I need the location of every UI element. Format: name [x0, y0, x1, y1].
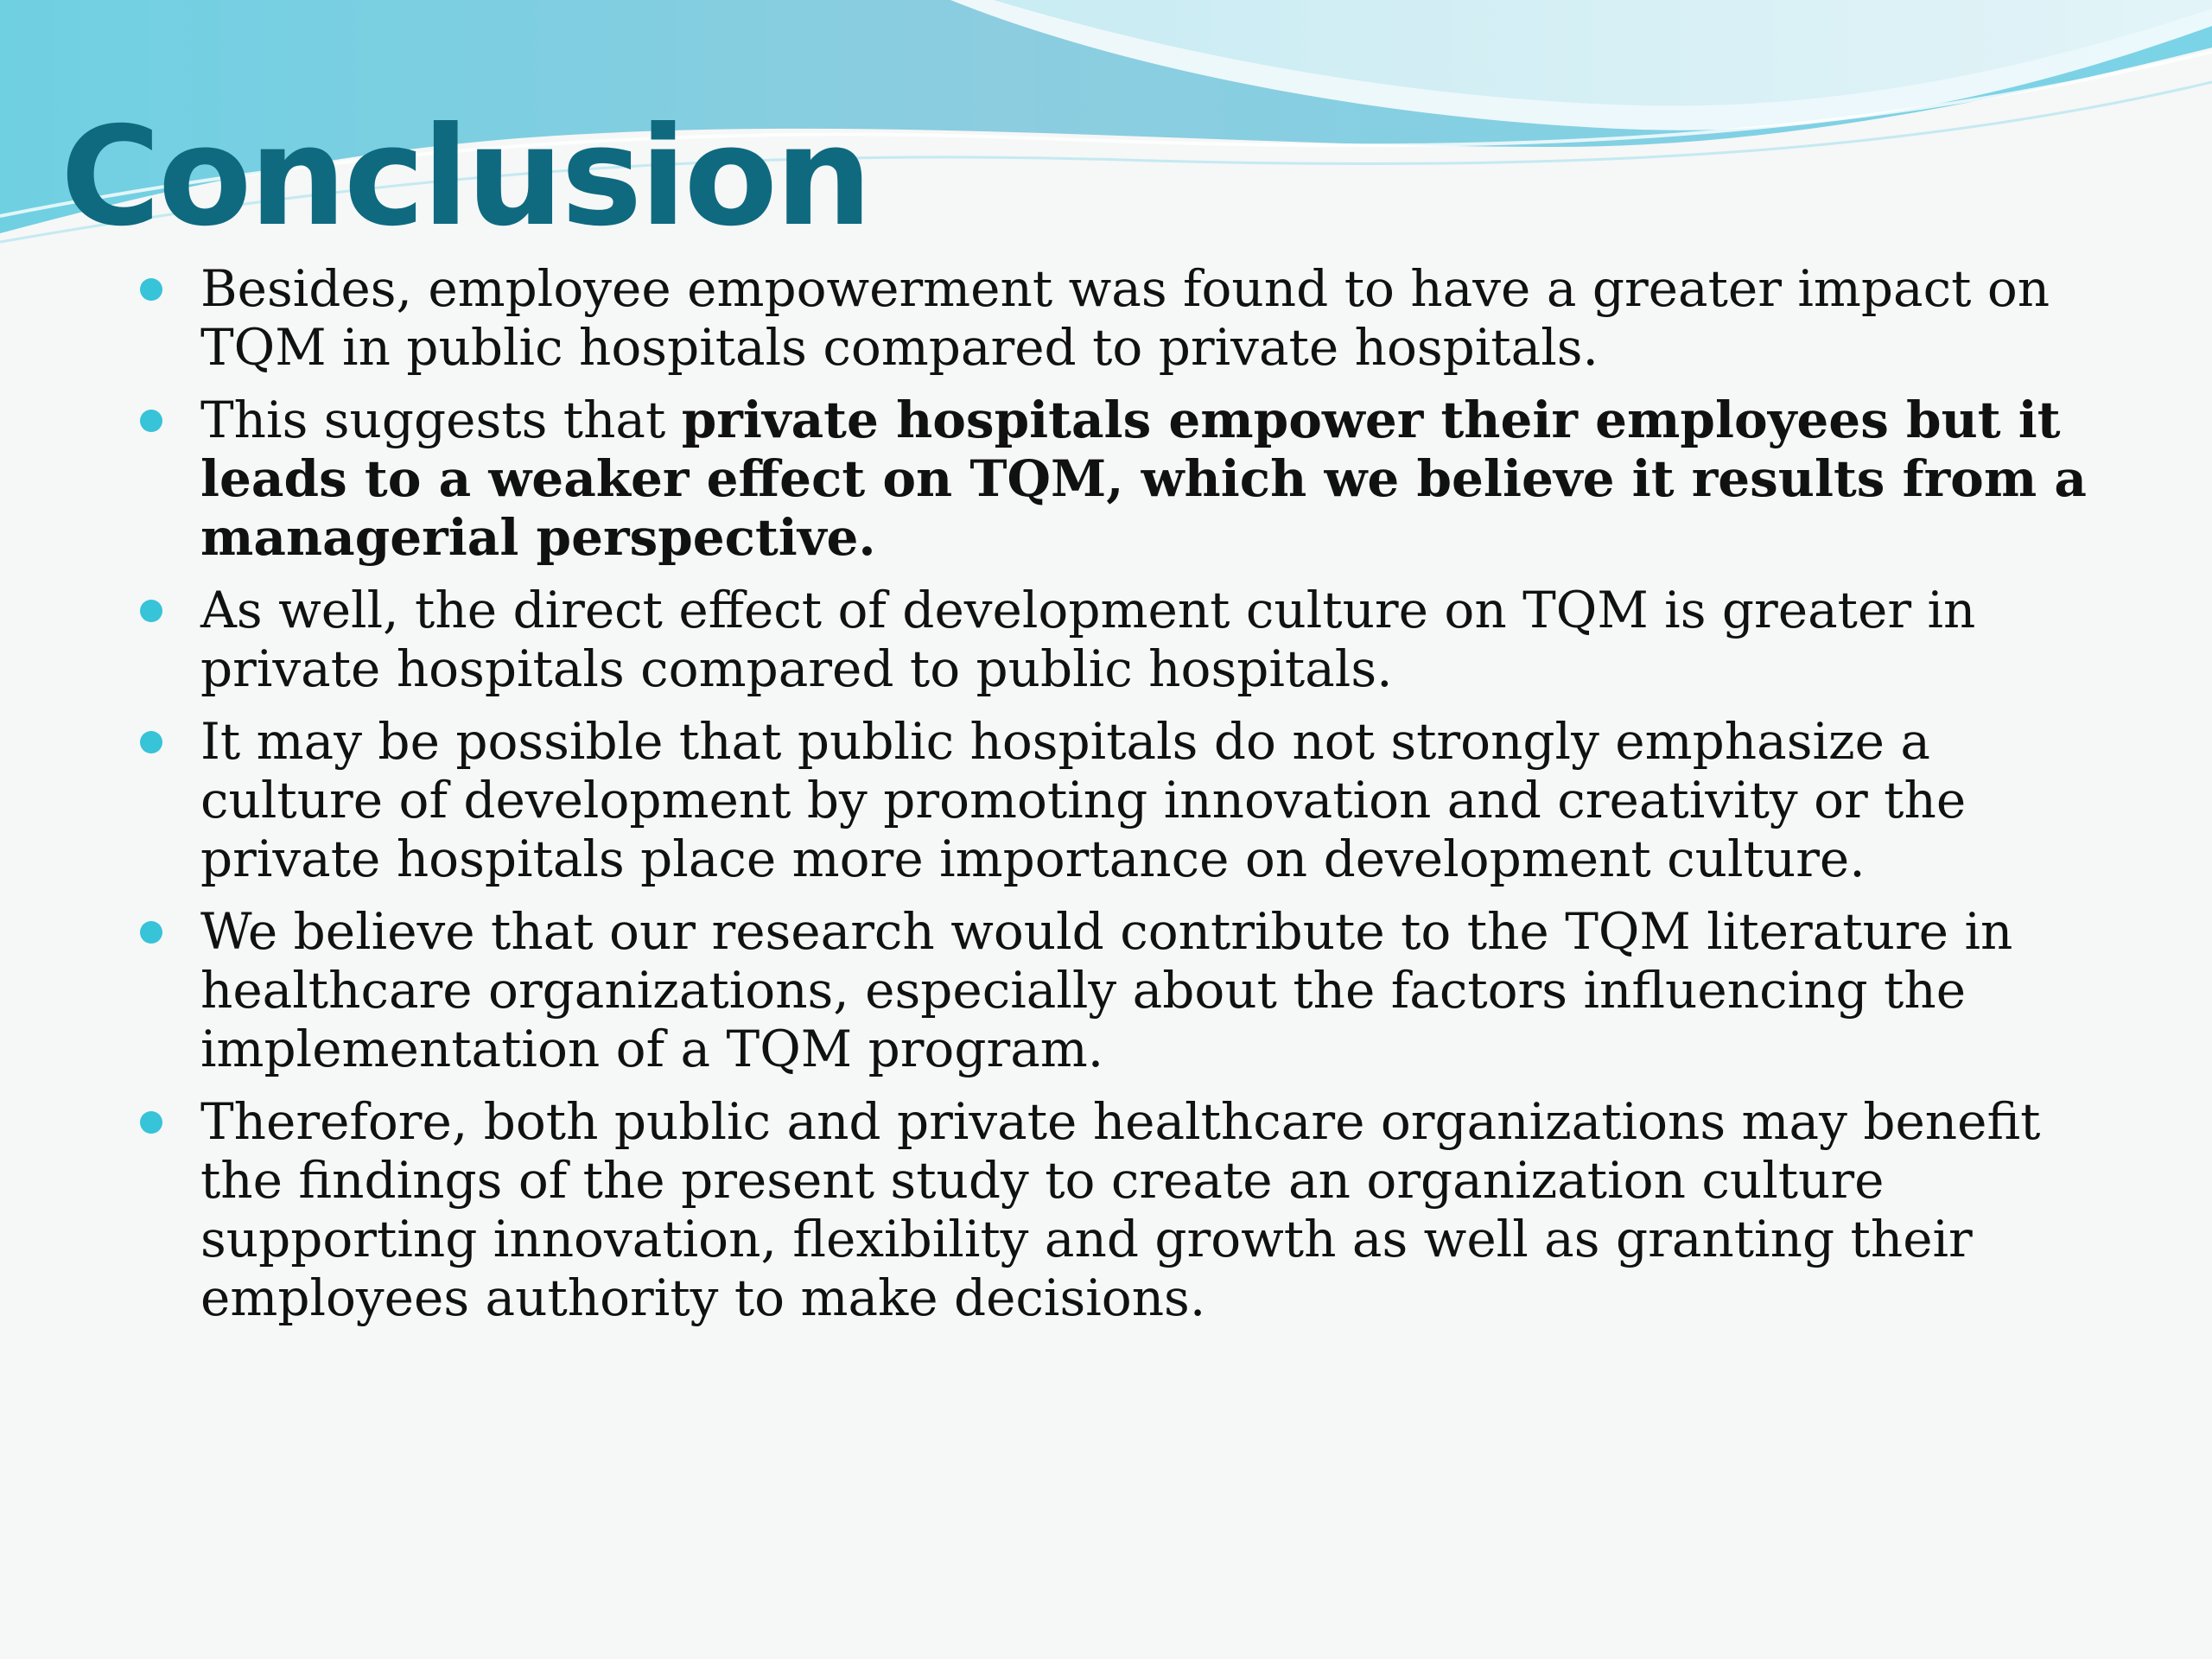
bullet-dot-icon: [140, 410, 162, 432]
bullet-text-bold: private hospitals empower their employees but it leads to a weaker effect on TQM, which we believe it results from a managerial perspective.: [200, 391, 2087, 567]
bullet-dot-icon: [140, 1111, 162, 1134]
bullet-text: Therefore, both public and private healthcare organizations may benefit the findings of the present study to create an organization culture supporting innovation, flexibility and growth as well as granting their employees authority to make decisions.: [200, 1092, 2041, 1327]
bullet-list: [138, 259, 2091, 1341]
bullet-text-lead: This suggests that: [200, 391, 682, 449]
list-item: [138, 259, 2091, 377]
bullet-text: We believe that our research would contribute to the TQM literature in healthcare organizations, especially about the factors influencing the implementation of a TQM program.: [200, 902, 2013, 1078]
bullet-dot-icon: [140, 921, 162, 944]
bullet-dot-icon: [140, 278, 162, 301]
bullet-text: Besides, employee empowerment was found to have a greater impact on TQM in public hospitals compared to private hospitals.: [200, 259, 2050, 377]
bullet-dot-icon: [140, 600, 162, 622]
list-item: [138, 712, 2091, 888]
bullet-text: As well, the direct effect of development culture on TQM is greater in private hospitals compared to public hospitals.: [200, 581, 1976, 698]
bullet-dot-icon: [140, 731, 162, 753]
list-item: [138, 581, 2091, 698]
list-item: [138, 1092, 2091, 1327]
bullet-text: It may be possible that public hospitals do not strongly emphasize a culture of development by promoting innovation and creativity or the private hospitals place more importance on development culture.: [200, 712, 1967, 888]
list-item: [138, 391, 2091, 567]
list-item: [138, 902, 2091, 1078]
page-title: Conclusion: [60, 98, 870, 257]
